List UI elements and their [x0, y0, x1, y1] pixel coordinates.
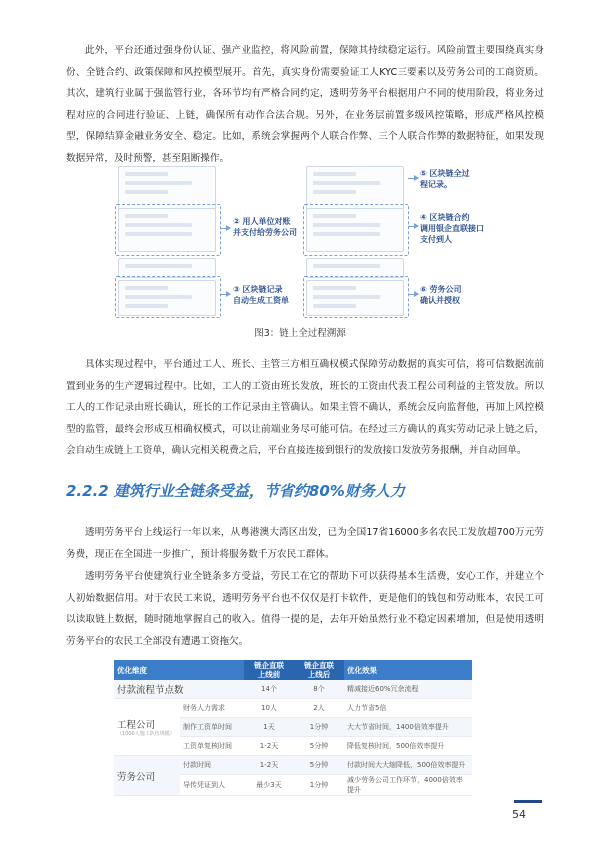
table-cell-after: 1分钟 — [294, 775, 344, 796]
table-row — [114, 699, 472, 718]
section-heading: 2.2.2 建筑行业全链条受益，节省约80%财务人力 — [66, 482, 405, 500]
table-header-row — [114, 660, 472, 680]
step-2-label: ② 用人单位对账 并支付给劳务公司 — [233, 217, 297, 237]
table-cell-before: 1-2天 — [244, 756, 294, 775]
screenshot-thumbnail — [118, 280, 216, 316]
table-cell-effect: 减少劳务公司工作环节，4000倍效率提升 — [344, 775, 472, 796]
flow-arrow — [408, 294, 418, 295]
table-cell-effect: 大大节省时间，1400倍效率提升 — [344, 718, 472, 737]
table-cell-item: 导传凭证到人 — [180, 775, 244, 796]
table-cell-effect: 人力节省5倍 — [344, 699, 472, 718]
col-header-dimension: 优化维度 — [114, 660, 180, 680]
table-cell-after: 8个 — [294, 680, 344, 699]
table-row — [114, 680, 472, 699]
step-3-label: ③ 区块链记录 自动生成工资单 — [233, 285, 289, 305]
flow-arrow — [408, 178, 418, 179]
table-cell-after: 5分钟 — [294, 756, 344, 775]
flow-arrow — [408, 226, 418, 227]
step-4-label: ④ 区块链合约 调用银企直联接口 支付到人 — [420, 213, 484, 244]
table-cell-effect: 降低复核时间，500倍效率提升 — [344, 737, 472, 756]
optimization-table — [114, 660, 472, 796]
group-note: （1000人施工队伍规模） — [117, 731, 175, 737]
footer-accent-line — [514, 800, 542, 803]
table-cell-item: 制作工资单时间 — [180, 718, 244, 737]
table-cell-item: 财务人力需求 — [180, 699, 244, 718]
table-cell-before: 最少3天 — [244, 775, 294, 796]
screenshot-thumbnail — [306, 258, 404, 278]
paragraph-risk-control: 此外，平台还通过强身份认证、强产业监控，将风险前置，保障其持续稳定运行。风险前置主要围绕真实身份、全链合约、政策保障和风控模型展开。首先，真实身份需要验证工人KYC三要素以及劳务公司的工商资质。其次，建筑行业属于强监管行业，各环节均有严格合同约定，透明劳务平台根据用户不同的使用阶段，将业务过程对应的合同进行验证、上链，确保所有动作合法合规。另外，在业务层前置多级风控策略，形成严格风控模型，保障结算金融业务安全、稳定。比如，系统会掌握两个人联合作弊、三个人联合作弊的数据特征，如果发现数据异常，及时预警，甚至阻断操作。 — [66, 45, 544, 164]
col-header-after: 链企直联 上线后 — [294, 660, 344, 680]
flow-arrow — [220, 294, 230, 295]
table-cell-group: 劳务公司 — [114, 756, 180, 796]
table-cell-after: 1分钟 — [294, 718, 344, 737]
flow-arrow — [220, 228, 230, 229]
page-number: 54 — [512, 808, 526, 821]
table-cell-group — [114, 699, 180, 756]
table-cell-item: 付款时间 — [180, 756, 244, 775]
group-name: 工程公司 — [117, 720, 156, 731]
screenshot-thumbnail — [118, 208, 216, 252]
table-cell-before: 1天 — [244, 718, 294, 737]
step-5-label: ⑤ 区块链全过 程记录。 — [420, 169, 470, 189]
paragraph-implementation: 具体实现过程中，平台通过工人、班长、主管三方相互确权模式保障劳动数据的真实可信，将可信数据流前置到业务的生产逻辑过程中。比如，工人的工资由班长发放，班长的工资由代表工程公司利益的主管发放。所以工人的工作记录由班长确认，班长的工作记录由主管确认。如果主管不确认，系统会反向监督他，再加上风控模型的监管，最终会形成互相确权模式，可以让前端业务尽可能可信。在经过三方确认的真实劳动记录上链之后，会自动生成链上工资单，确认完相关税费之后，平台直接连接到银行的发放接口发放劳务报酬，并自动回单。 — [66, 359, 544, 457]
figure-caption: 图3：链上全过程溯源 — [254, 328, 346, 339]
screenshot-thumbnail — [306, 280, 404, 316]
table-cell-group: 付款流程节点数 — [114, 680, 244, 699]
screenshot-thumbnail — [118, 258, 216, 278]
table-cell-effect: 付款时间大大缩降低，500倍效率提升 — [344, 756, 472, 775]
table-cell-before: 1-2天 — [244, 737, 294, 756]
chain-process-diagram — [118, 166, 484, 316]
paragraph-platform-results: 透明劳务平台上线运行一年以来，从粤港澳大湾区出发，已为全国17省16000多名农民工发放超700万元劳务费，现正在全国进一步推广，预计将服务数千万农民工群体。 — [66, 527, 544, 560]
col-header-item — [180, 660, 244, 680]
table-cell-before: 10人 — [244, 699, 294, 718]
table-cell-after: 2人 — [294, 699, 344, 718]
step-6-label: ⑥ 劳务公司 确认并授权 — [420, 285, 462, 305]
table-cell-after: 5分钟 — [294, 737, 344, 756]
col-header-before: 链企直联 上线前 — [244, 660, 294, 680]
table-row — [114, 756, 472, 775]
screenshot-thumbnail — [306, 208, 404, 252]
paragraph-benefits: 透明劳务平台使建筑行业全链条多方受益，劳民工在它的帮助下可以获得基本生活费，安心工作，并建立个人初始数据信用。对于农民工来说，透明劳务平台也不仅仅是打卡软件，更是他们的钱包和劳动账本，农民工可以读取链上数据，随时随地掌握自己的收入。值得一提的是，去年开始虽然行业不稳定因素增加，但是使用透明劳务平台的农民工全部没有遭遇工资拖欠。 — [66, 571, 544, 647]
table-cell-item: 工资单复核时间 — [180, 737, 244, 756]
col-header-effect: 优化效果 — [344, 660, 472, 680]
table-cell-before: 14个 — [244, 680, 294, 699]
table-cell-effect: 精减接近60%冗余流程 — [344, 680, 472, 699]
